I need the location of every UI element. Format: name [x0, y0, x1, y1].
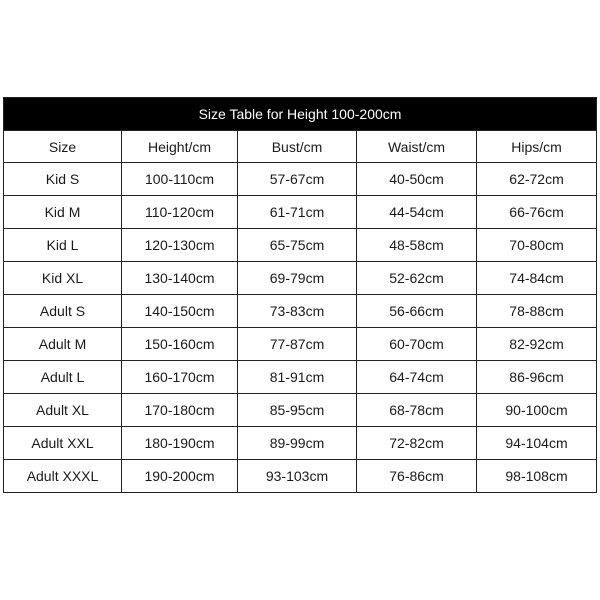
cell-waist: 52-62cm	[357, 262, 477, 295]
cell-hips: 98-108cm	[477, 460, 597, 493]
header-row	[4, 131, 597, 163]
cell-hips: 66-76cm	[477, 196, 597, 229]
header-bust: Bust/cm	[238, 131, 357, 163]
header-waist: Waist/cm	[357, 131, 477, 163]
table-row	[4, 328, 597, 361]
cell-bust: 57-67cm	[238, 163, 357, 196]
table-row	[4, 196, 597, 229]
table-row	[4, 427, 597, 460]
cell-bust: 69-79cm	[238, 262, 357, 295]
cell-height: 160-170cm	[122, 361, 238, 394]
header-height: Height/cm	[122, 131, 238, 163]
table-row	[4, 262, 597, 295]
cell-hips: 82-92cm	[477, 328, 597, 361]
cell-size: Adult XL	[4, 394, 122, 427]
cell-bust: 61-71cm	[238, 196, 357, 229]
header-size: Size	[4, 131, 122, 163]
cell-height: 130-140cm	[122, 262, 238, 295]
cell-waist: 56-66cm	[357, 295, 477, 328]
cell-bust: 93-103cm	[238, 460, 357, 493]
cell-bust: 85-95cm	[238, 394, 357, 427]
table-title: Size Table for Height 100-200cm	[4, 98, 597, 131]
cell-height: 180-190cm	[122, 427, 238, 460]
cell-hips: 78-88cm	[477, 295, 597, 328]
cell-size: Adult S	[4, 295, 122, 328]
cell-hips: 62-72cm	[477, 163, 597, 196]
cell-waist: 48-58cm	[357, 229, 477, 262]
cell-height: 140-150cm	[122, 295, 238, 328]
cell-height: 170-180cm	[122, 394, 238, 427]
cell-bust: 73-83cm	[238, 295, 357, 328]
cell-height: 110-120cm	[122, 196, 238, 229]
cell-height: 100-110cm	[122, 163, 238, 196]
table-row	[4, 361, 597, 394]
table-body	[4, 163, 597, 493]
cell-waist: 44-54cm	[357, 196, 477, 229]
size-table	[3, 97, 597, 493]
cell-size: Adult L	[4, 361, 122, 394]
cell-size: Adult M	[4, 328, 122, 361]
cell-size: Kid M	[4, 196, 122, 229]
cell-size: Kid S	[4, 163, 122, 196]
table-row	[4, 163, 597, 196]
cell-hips: 74-84cm	[477, 262, 597, 295]
cell-hips: 70-80cm	[477, 229, 597, 262]
cell-waist: 72-82cm	[357, 427, 477, 460]
cell-size: Kid XL	[4, 262, 122, 295]
cell-hips: 86-96cm	[477, 361, 597, 394]
cell-hips: 90-100cm	[477, 394, 597, 427]
cell-waist: 64-74cm	[357, 361, 477, 394]
cell-hips: 94-104cm	[477, 427, 597, 460]
cell-bust: 65-75cm	[238, 229, 357, 262]
cell-bust: 81-91cm	[238, 361, 357, 394]
table-row	[4, 295, 597, 328]
cell-height: 190-200cm	[122, 460, 238, 493]
cell-waist: 76-86cm	[357, 460, 477, 493]
table-row	[4, 394, 597, 427]
cell-waist: 68-78cm	[357, 394, 477, 427]
cell-size: Adult XXXL	[4, 460, 122, 493]
cell-height: 150-160cm	[122, 328, 238, 361]
cell-size: Adult XXL	[4, 427, 122, 460]
cell-bust: 89-99cm	[238, 427, 357, 460]
cell-waist: 40-50cm	[357, 163, 477, 196]
table-row	[4, 460, 597, 493]
cell-size: Kid L	[4, 229, 122, 262]
cell-height: 120-130cm	[122, 229, 238, 262]
title-row	[4, 98, 597, 131]
cell-waist: 60-70cm	[357, 328, 477, 361]
header-hips: Hips/cm	[477, 131, 597, 163]
cell-bust: 77-87cm	[238, 328, 357, 361]
table-row	[4, 229, 597, 262]
